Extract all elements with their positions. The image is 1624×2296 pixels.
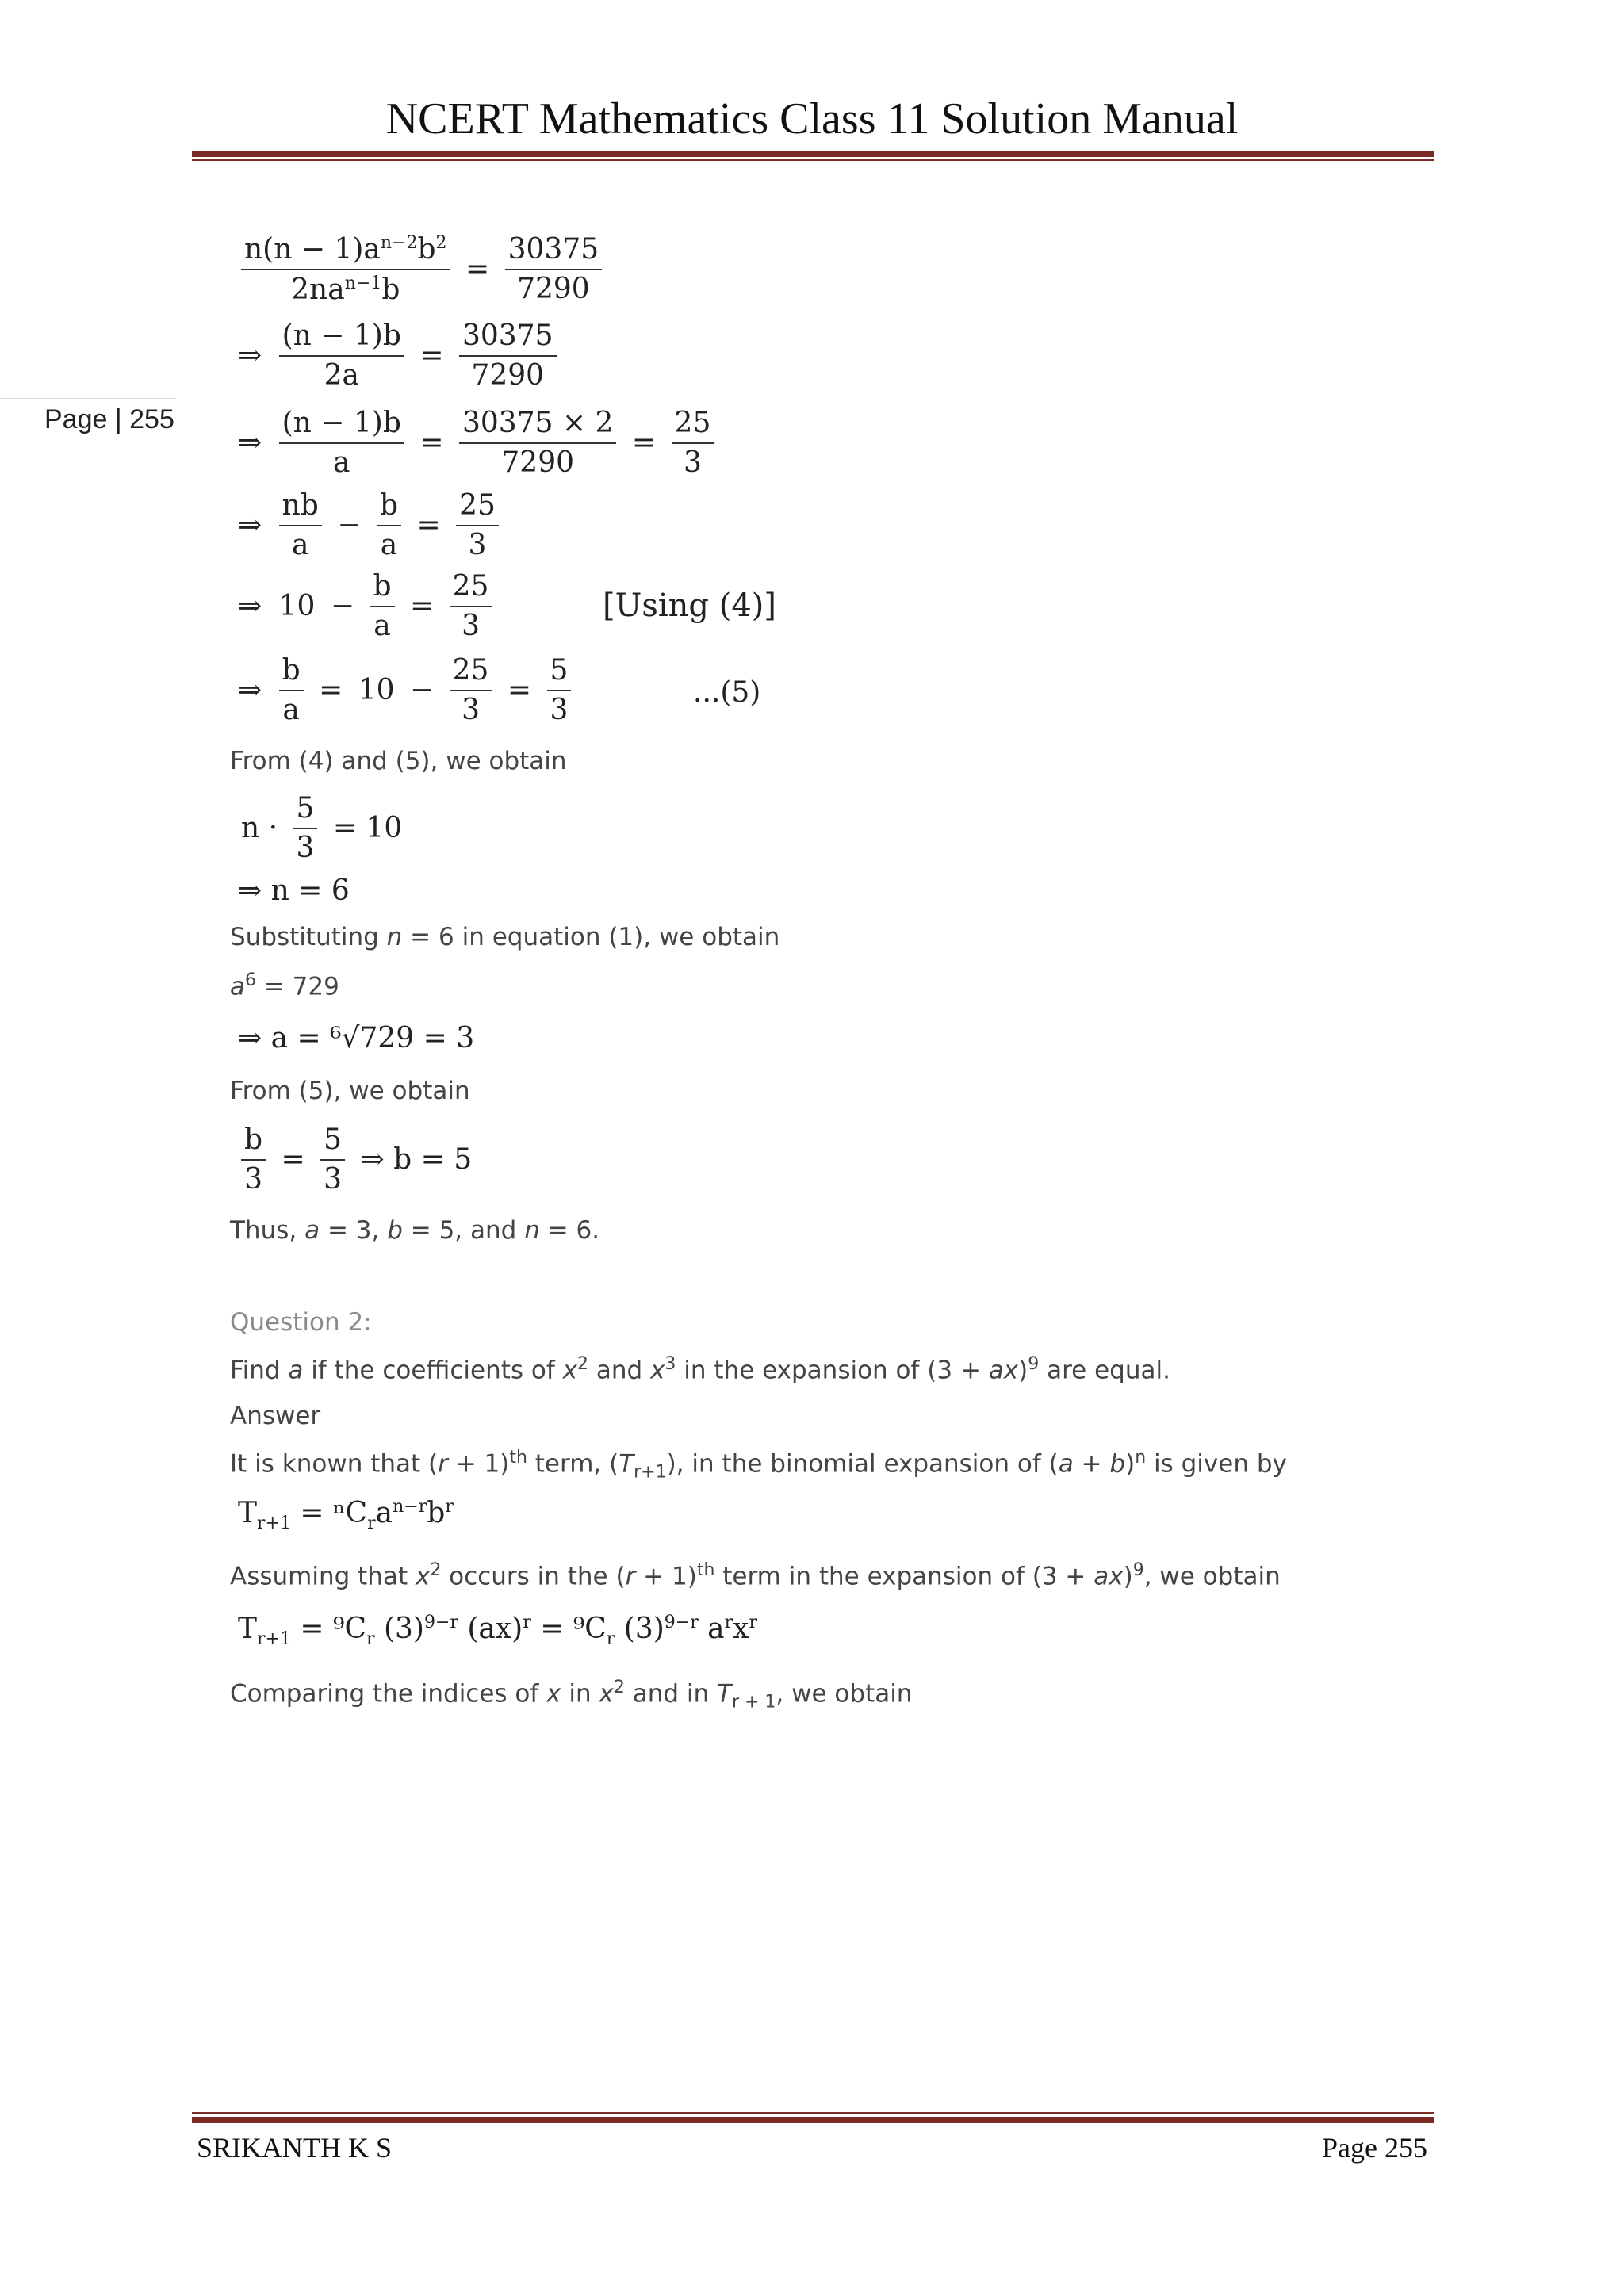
equation-11: $\frac{b}{3}$ = $\frac{5}{3}$ ⇒ b = 5 [238, 1126, 475, 1194]
footer-rule [192, 2117, 1434, 2123]
header-rule [192, 151, 1434, 157]
question-2-label: Question 2: [230, 1308, 372, 1337]
equation-4: ⇒ $\frac{nb}{a}$ − $\frac{b}{a}$ = $\frac{25}{3}$ [238, 492, 502, 560]
footer-page-number: Page 255 [1322, 2132, 1427, 2164]
page-header-title: NCERT Mathematics Class 11 Solution Manual [385, 94, 1239, 144]
margin-page-label: Page | 255 [44, 404, 174, 434]
equation-3: ⇒ $\frac{(n - 1)b}{a}$ = $\frac{30375 \times 2}{7290}$ = $\frac{25}{3}$ [238, 409, 717, 477]
text-substituting: Substituting n = 6 in equation (1), we obtain [230, 923, 780, 951]
header-rule-thin [192, 159, 1434, 161]
equation-5: ⇒ 10 − $\frac{b}{a}$ = $\frac{25}{3}$ [238, 572, 495, 641]
margin-divider [0, 398, 176, 399]
text-from-5: From (5), we obtain [230, 1077, 470, 1105]
equation-10: ⇒ a = ⁶√729 = 3 [238, 1022, 475, 1054]
answer-label: Answer [230, 1402, 321, 1430]
text-thus-result: Thus, a = 3, b = 5, and n = 6. [230, 1216, 600, 1245]
equation-label-5: ...(5) [693, 676, 761, 709]
text-comparing: Comparing the indices of x in $x^2$ and in $T_{r + 1}$, we obtain [230, 1678, 913, 1712]
text-assuming: Assuming that $x^2$ occurs in the $(r + 1)^{th}$ term in the expansion of (3 + ax)$^9$, we obtain [230, 1560, 1281, 1591]
equation-7: n · $\frac{5}{3}$ = 10 [241, 792, 403, 864]
equation-9: $a^6 = 729$ [230, 970, 339, 1001]
equation-8: ⇒ n = 6 [238, 874, 350, 907]
question-2-text: Find a if the coefficients of $x^2$ and $x^3$ in the expansion of (3 + ax)$^9$ are equal. [230, 1354, 1170, 1385]
text-known-that: It is known that $(r + 1)^{th}$ term, $(T_{r+1})$, in the binomial expansion of $(a + b)^n$ is given by [230, 1448, 1287, 1483]
equation-1: $\frac{n(n - 1)a^{n-2}b^2}{2na^{n-1}b}$ = $\frac{30375}{7290}$ [238, 235, 605, 304]
equation-6: ⇒ $\frac{b}{a}$ = 10 − $\frac{25}{3}$ = $\frac{5}{3}$ [238, 656, 574, 725]
footer-rule-thin [192, 2112, 1434, 2114]
footer-author: SRIKANTH K S [197, 2132, 393, 2164]
text-from-4-and-5: From (4) and (5), we obtain [230, 747, 567, 775]
equation-13: $T_{r+1} = ^9C_r$ $(3)^{9-r}$ $(ax)^r = ^9C_r$ $(3)^{9-r}$ $a^rx^r$ [238, 1613, 757, 1650]
equation-12: $T_{r+1} = ^nC_ra^{n-r}b^r$ [238, 1497, 454, 1534]
using-4-note: [Using (4)] [603, 587, 776, 624]
equation-2: ⇒ $\frac{(n - 1)b}{2a}$ = $\frac{30375}{7290}$ [238, 322, 560, 390]
